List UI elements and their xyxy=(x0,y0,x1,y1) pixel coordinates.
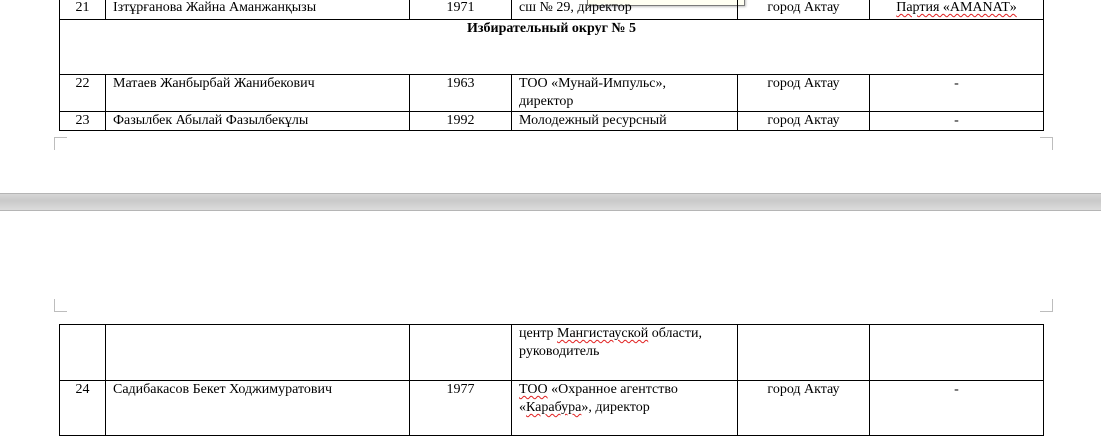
workplace-line: директор xyxy=(519,94,574,109)
birth-year: 1977 xyxy=(410,381,512,436)
candidates-table-page-2 xyxy=(59,324,1044,436)
row-number: 21 xyxy=(60,0,106,20)
document-page-2 xyxy=(0,211,1101,437)
workplace-text: «Охранное агентство xyxy=(547,382,678,397)
table-row xyxy=(60,75,1044,112)
residence: город Актау xyxy=(738,75,870,112)
candidate-name: Ізтұрғанова Жайна Аманжанқызы xyxy=(106,0,410,20)
margin-corner-mark xyxy=(1040,137,1053,150)
birth-year: 1992 xyxy=(410,112,512,131)
party: - xyxy=(870,381,1044,436)
row-number: 24 xyxy=(60,381,106,436)
candidate-name xyxy=(106,325,410,381)
party xyxy=(870,325,1044,381)
birth-year xyxy=(410,325,512,381)
workplace-text: области, xyxy=(648,326,703,341)
margin-corner-mark xyxy=(54,137,67,150)
candidate-name: Садибакасов Бекет Ходжимуратович xyxy=(106,381,410,436)
party: - xyxy=(870,75,1044,112)
birth-year: 1963 xyxy=(410,75,512,112)
workplace-text: руководитель xyxy=(519,344,600,359)
table-row xyxy=(60,112,1044,131)
margin-corner-mark xyxy=(1040,299,1053,312)
page-separator xyxy=(0,193,1101,211)
workplace: сш № 29, директор xyxy=(512,0,738,20)
workplace-text-flagged: Мангистауской xyxy=(557,326,649,341)
margin-corner-mark xyxy=(54,299,67,312)
table-row xyxy=(60,381,1044,436)
table-row xyxy=(60,325,1044,381)
candidate-name: Фазылбек Абылай Фазылбекұлы xyxy=(106,112,410,131)
workplace-text: « xyxy=(519,400,526,415)
workplace: Молодежный ресурсный xyxy=(512,112,738,131)
district-row xyxy=(60,20,1044,75)
row-number: 23 xyxy=(60,112,106,131)
party: - xyxy=(870,112,1044,131)
residence xyxy=(738,325,870,381)
birth-year: 1971 xyxy=(410,0,512,20)
workplace-line: ТОО «Мунай-Импульс», xyxy=(519,76,666,91)
candidate-name: Матаев Жанбырбай Жанибекович xyxy=(106,75,410,112)
workplace-text: », директор xyxy=(581,400,650,415)
party xyxy=(870,0,1044,20)
row-number xyxy=(60,325,106,381)
row-number: 22 xyxy=(60,75,106,112)
document-page-1 xyxy=(0,0,1101,193)
workplace-text-flagged: Карабура xyxy=(526,400,582,415)
residence: город Актау xyxy=(738,112,870,131)
party-name: Партия «AMANAT» xyxy=(896,0,1017,15)
workplace xyxy=(512,381,738,436)
workplace xyxy=(512,75,738,112)
table-row xyxy=(60,0,1044,20)
district-header: Избирательный округ № 5 xyxy=(60,20,1044,75)
workplace-text: центр xyxy=(519,326,557,341)
workplace-text-flagged: ТОО xyxy=(519,382,548,397)
residence: город Актау xyxy=(738,0,870,20)
workplace xyxy=(512,325,738,381)
candidates-table-page-1 xyxy=(59,0,1044,131)
residence: город Актау xyxy=(738,381,870,436)
